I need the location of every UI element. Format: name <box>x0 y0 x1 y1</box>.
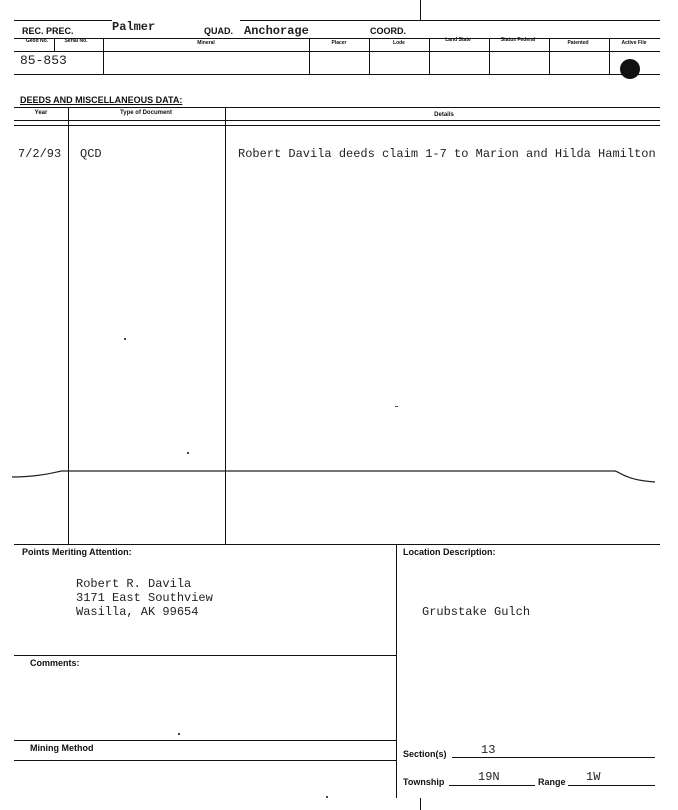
claim-col-divider <box>54 38 55 52</box>
deeds-col-details: Details <box>434 112 454 118</box>
comments-top-line <box>14 655 396 656</box>
deeds-section-title: DEEDS AND MISCELLANEOUS DATA: <box>20 95 183 105</box>
location-label: Location Description: <box>403 547 496 557</box>
claim-header-bottom <box>14 51 660 52</box>
points-label: Points Meriting Attention: <box>22 547 132 557</box>
claim-col-divider <box>429 38 430 74</box>
col-active-file: Active File <box>621 40 647 46</box>
col-lode: Lode <box>393 40 405 46</box>
rec-prec-label: REC. PREC. <box>22 26 74 36</box>
quad-value: Anchorage <box>244 24 309 38</box>
claim-col-divider <box>309 38 310 74</box>
active-file-dot <box>620 59 640 79</box>
section-underline <box>452 757 655 758</box>
claim-col-divider <box>489 38 490 74</box>
mining-method-label: Mining Method <box>30 743 94 753</box>
top-tick <box>420 0 421 20</box>
quad-label: QUAD. <box>204 26 233 36</box>
range-value: 1W <box>586 770 601 784</box>
range-label: Range <box>538 777 566 787</box>
deeds-header-bottom <box>14 120 660 121</box>
comments-label: Comments: <box>30 658 80 668</box>
header-top-line <box>14 20 112 21</box>
col-placer: Placer <box>331 40 347 46</box>
bottom-tick <box>420 798 421 810</box>
rec-prec-value: Palmer <box>112 20 156 34</box>
claim-col-divider <box>103 38 104 74</box>
col-mineral: Mineral <box>197 40 215 46</box>
deed-details: Robert Davila deeds claim 1-7 to Marion and Hilda Hamilton <box>238 147 656 161</box>
township-label: Township <box>403 777 445 787</box>
township-underline <box>449 785 535 786</box>
header-top-line-right <box>240 20 660 21</box>
col-dnr: Geod No. <box>25 38 49 44</box>
scan-speck <box>395 406 398 407</box>
section-label: Section(s) <box>403 749 447 759</box>
col-land-state: Land State <box>445 37 471 43</box>
claim-number: 85-853 <box>20 53 67 68</box>
bottom-center-divider <box>396 544 397 798</box>
section-value: 13 <box>481 743 496 757</box>
mining-bottom-line <box>14 760 396 761</box>
range-underline <box>568 785 655 786</box>
points-address-1: Robert R. Davila <box>76 577 192 591</box>
points-address-3: Wasilla, AK 99654 <box>76 605 199 619</box>
township-value: 19N <box>478 770 500 784</box>
coord-label: COORD. <box>370 26 406 36</box>
scan-speck <box>326 796 328 798</box>
deeds-header-bottom2 <box>14 125 660 126</box>
deeds-col-type: Type of Document <box>120 110 172 116</box>
claim-header-top <box>14 38 660 39</box>
scan-speck <box>187 452 189 454</box>
claim-row-bottom <box>14 74 660 75</box>
points-address-2: 3171 East Southview <box>76 591 213 605</box>
claim-col-divider <box>369 38 370 74</box>
location-value: Grubstake Gulch <box>422 605 531 619</box>
scan-fold-line <box>0 460 678 500</box>
col-status-federal: Status Federal <box>500 37 536 43</box>
claim-col-divider <box>609 38 610 74</box>
deeds-header-top <box>14 107 660 108</box>
mining-top-line <box>14 740 396 741</box>
col-serial: Serial No. <box>64 38 88 44</box>
deeds-bottom-line <box>14 544 660 545</box>
claim-col-divider <box>549 38 550 74</box>
deed-year: 7/2/93 <box>18 147 62 161</box>
col-patented: Patented <box>567 40 589 46</box>
deeds-col-year: Year <box>34 110 48 116</box>
scan-speck <box>178 733 180 735</box>
scan-speck <box>124 338 126 340</box>
deed-type: QCD <box>80 147 102 161</box>
